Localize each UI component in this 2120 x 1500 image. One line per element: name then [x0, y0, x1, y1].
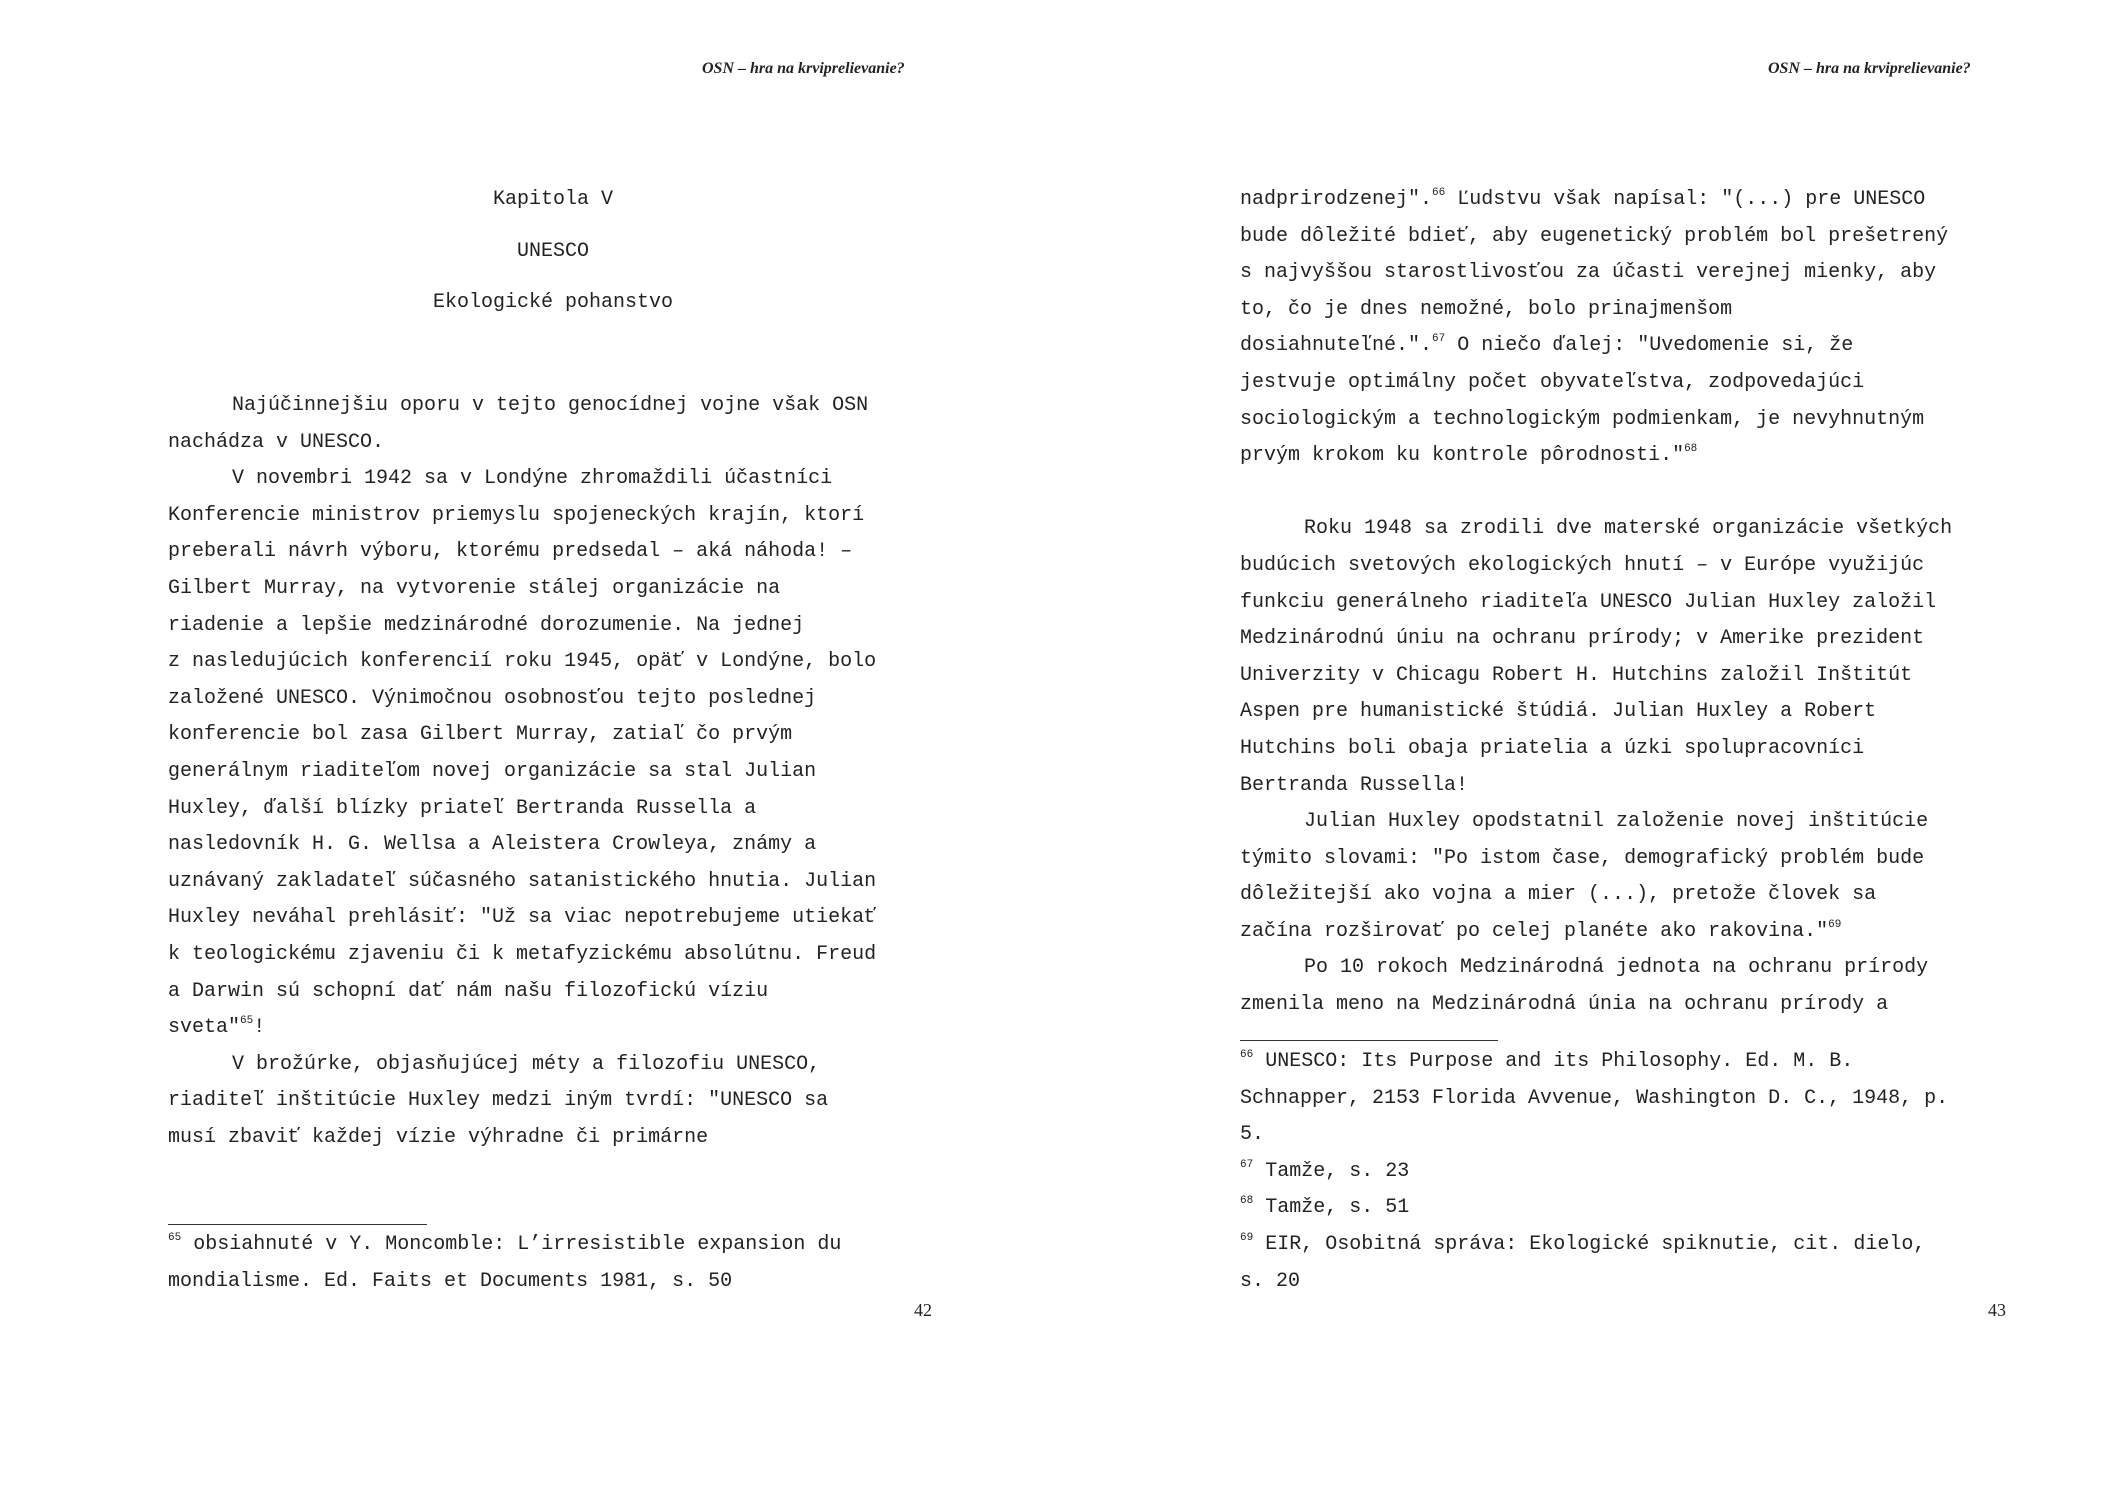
text-line: konferencie bol zasa Gilbert Murray, zatiaľ čo prvým [168, 723, 793, 747]
footnotes [168, 1227, 841, 1300]
text-line: Bertranda Russella! [1240, 773, 1469, 797]
text-line: Gilbert Murray, na vytvorenie stálej organizácie na [168, 576, 781, 600]
footnote-number: 67 [1240, 1158, 1254, 1171]
text-line: Julian Huxley opodstatnil založenie novej inštitúcie [1304, 810, 1929, 834]
footnote-ref[interactable]: 69 [1828, 918, 1842, 931]
text-line: uznávaný zakladateľ súčasného satanistického hnutia. Julian [168, 869, 877, 893]
text-fragment: Ľudstvu však napísal: "(...) pre UNESCO [1445, 188, 1926, 211]
body-text [1240, 182, 1952, 1024]
page-number: 42 [914, 1300, 932, 1320]
footnote-text: Tamže, s. 51 [1265, 1196, 1410, 1220]
text-line: z nasledujúcich konferencií roku 1945, opäť v Londýne, bolo [168, 650, 877, 674]
footnote-text: EIR, Osobitná správa: Ekologické spiknutie, cit. dielo, [1265, 1232, 1926, 1256]
text-line: Univerzity v Chicagu Robert H. Hutchins založil Inštitút [1240, 663, 1913, 687]
footnote-separator [168, 1224, 427, 1225]
text-line: riadenie a lepšie medzinárodné dorozumenie. Na jednej [168, 613, 805, 637]
footnote-text: mondialisme. Ed. Faits et Documents 1981, s. 50 [168, 1269, 733, 1293]
footnote-ref[interactable]: 68 [1684, 443, 1698, 456]
text-line: funkciu generálneho riaditeľa UNESCO Julian Huxley založil [1240, 590, 1937, 614]
text-line: nachádza v UNESCO. [168, 430, 385, 454]
footnote-text: s. 20 [1240, 1269, 1301, 1293]
footnotes [1240, 1044, 1948, 1300]
footnote-number: 69 [1240, 1231, 1254, 1244]
right-page [1060, 0, 2120, 1500]
text-fragment: dosiahnuteľné.". [1240, 334, 1433, 358]
text-line: generálnym riaditeľom novej organizácie sa stal Julian [168, 759, 817, 783]
footnote-number: 66 [1240, 1049, 1254, 1061]
footnote-ref[interactable]: 66 [1432, 187, 1446, 199]
running-head: OSN – hra na krviprelievanie? [1768, 60, 1971, 77]
footnote [1240, 1154, 1948, 1191]
footnote-ref[interactable]: 67 [1432, 333, 1446, 346]
paragraph-gap [1240, 475, 1952, 512]
text-line: budúcich svetových ekologických hnutí – v Európe využijúc [1240, 553, 1925, 577]
text-line: zmenila meno na Medzinárodná únia na ochranu prírody a [1240, 993, 1889, 1017]
text-line: týmito slovami: "Po istom čase, demografický problém bude [1240, 846, 1925, 870]
text-line: Najúčinnejšiu oporu v tejto genocídnej vojne však OSN [232, 394, 869, 417]
text-line: preberali návrh výboru, ktorému predsedal – aká náhoda! – [168, 540, 853, 564]
text-fragment: začína rozširovať po celej planéte ako rakovina." [1240, 919, 1829, 943]
text-line: jestvuje optimálny počet obyvateľstva, zodpovedajúci [1240, 370, 1865, 394]
text-line: k teologickému zjaveniu či k metafyzickému absolútnu. Freud [168, 942, 877, 966]
footnote-ref[interactable]: 65 [240, 1015, 254, 1028]
footnote [1240, 1227, 1948, 1264]
footnote [168, 1227, 841, 1264]
text-line: Aspen pre humanistické štúdiá. Julian Huxley a Robert [1240, 700, 1877, 724]
footnote [1240, 1190, 1948, 1227]
footnote [1240, 1044, 1948, 1081]
text-fragment: prvým krokom ku kontrole pôrodnosti." [1240, 444, 1685, 468]
footnote-number: 65 [168, 1232, 182, 1244]
chapter-subtitle: Ekologické pohanstvo [432, 291, 674, 314]
text-line: riaditeľ inštitúcie Huxley medzi iným tvrdí: "UNESCO sa [168, 1089, 829, 1113]
footnote-text: UNESCO: Its Purpose and its Philosophy. Ed. M. B. [1265, 1050, 1854, 1073]
text-line: s najvyššou starostlivosťou za účasti verejnej mienky, aby [1240, 261, 1937, 285]
footnote-text: Tamže, s. 23 [1265, 1159, 1410, 1183]
text-line [1240, 914, 1952, 951]
text-line: založené UNESCO. Výnimočnou osobnosťou tejto poslednej [168, 686, 817, 710]
text-line: bude dôležité bdieť, aby eugenetický problém bol prešetrený [1240, 224, 1949, 248]
text-fragment: sveta" [168, 1016, 241, 1040]
text-line [1240, 182, 1952, 219]
text-line [1240, 328, 1952, 365]
footnote-text: obsiahnuté v Y. Moncomble: L’irresistible expansion du [193, 1233, 842, 1256]
text-fragment: O niečo ďalej: "Uvedomenie si, že [1445, 334, 1854, 358]
text-fragment: ! [253, 1016, 266, 1040]
footnote-number: 68 [1240, 1195, 1254, 1208]
text-line [1240, 438, 1952, 475]
text-line: Konferencie ministrov priemyslu spojeneckých krajín, ktorí [168, 503, 865, 527]
text-line: Po 10 rokoch Medzinárodná jednota na ochranu prírody [1304, 956, 1929, 980]
text-line: Hutchins boli obaja priatelia a úzki spolupracovníci [1240, 736, 1865, 760]
text-line: a Darwin sú schopní dať nám našu filozofickú víziu [168, 979, 769, 1003]
running-head: OSN – hra na krviprelievanie? [702, 60, 905, 77]
page-number: 43 [1988, 1300, 2006, 1320]
text-line: Roku 1948 sa zrodili dve materské organizácie všetkých [1304, 517, 1953, 541]
text-fragment: nadprirodzenej". [1240, 188, 1433, 211]
text-line: V brožúrke, objasňujúcej méty a filozofiu UNESCO, [232, 1052, 821, 1076]
text-line: V novembri 1942 sa v Londýne zhromaždili účastníci [232, 467, 833, 491]
body-text [168, 388, 876, 1156]
footnote-separator [1240, 1040, 1498, 1041]
chapter-number: Kapitola V [492, 188, 614, 211]
text-line [168, 1010, 876, 1047]
text-line: musí zbaviť každej vízie výhradne či primárne [168, 1125, 709, 1149]
text-line: nasledovník H. G. Wellsa a Aleistera Crowleya, známy a [168, 833, 817, 857]
text-line: Medzinárodnú úniu na ochranu prírody; v Amerike prezident [1240, 627, 1925, 651]
text-line: Huxley, ďalší blízky priateľ Bertranda Russella a [168, 796, 757, 820]
text-line: dôležitejší ako vojna a mier (...), pretože človek sa [1240, 883, 1877, 907]
footnote-text: 5. [1240, 1123, 1265, 1147]
chapter-title: UNESCO [516, 240, 589, 263]
text-line: Huxley neváhal prehlásiť: "Už sa viac nepotrebujeme utiekať [168, 906, 877, 930]
text-line: sociologickým a technologickým podmienkam, je nevyhnutným [1240, 407, 1925, 431]
footnote-text: Schnapper, 2153 Florida Avvenue, Washington D. C., 1948, p. [1240, 1086, 1949, 1110]
text-line: to, čo je dnes nemožné, bolo prinajmenšom [1240, 297, 1733, 321]
